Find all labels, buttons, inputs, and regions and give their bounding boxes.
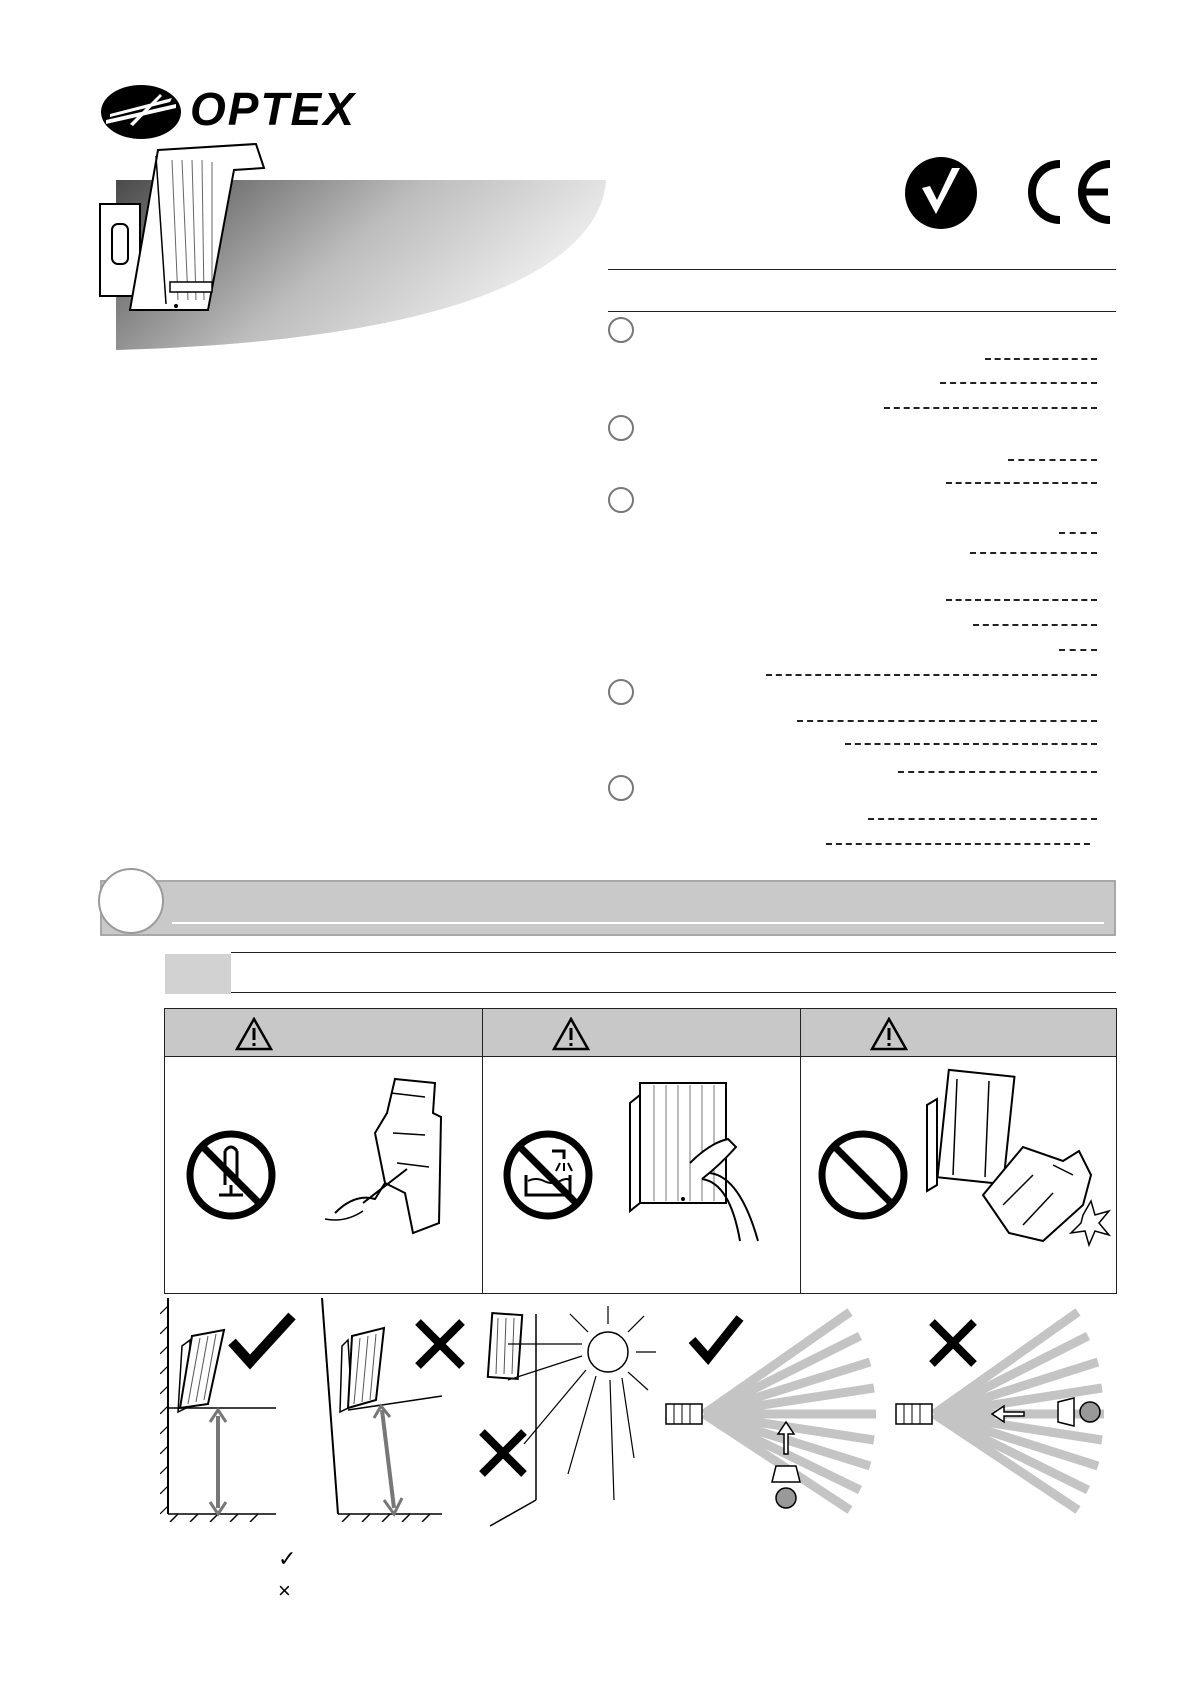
toc-leader [973,624,1097,626]
section-number-badge [98,868,164,934]
toc-leader [985,358,1097,360]
panel-divider [800,1009,801,1293]
toc-rule-bottom [608,311,1116,312]
toc-leader [868,818,1097,820]
prohibited-icon [817,1129,909,1221]
cross-mark-icon [928,1318,978,1368]
toc-leader [946,599,1097,601]
warning-header-2 [482,1009,800,1057]
toc-section-marker [608,415,634,441]
detection-incorrect-diagram [890,1306,1116,1516]
toc-leader [826,843,1090,845]
do-not-wet-icon [502,1129,594,1221]
cross-mark-icon [414,1318,466,1370]
subsection-rule-bottom [231,992,1116,993]
toc-section-marker [608,317,634,343]
banner-underline [172,922,1104,924]
toc-section-marker [608,775,634,801]
product-illustration [96,140,616,352]
toc-leader [1059,649,1097,651]
subsection-rule-top [231,952,1116,953]
sensor-water-illustration [610,1073,770,1243]
toc-section-marker [608,679,634,705]
toc-leader [898,771,1097,773]
sensor-disassembly-illustration [315,1073,465,1243]
warning-header-3 [800,1009,1116,1057]
legend-ok-mark: ✓ [278,1546,297,1571]
optex-emblem-icon [100,84,182,140]
warning-triangle-icon [870,1017,908,1051]
c-tick-mark-icon [904,156,978,230]
sensor-drop-illustration [913,1065,1113,1255]
toc-leader [1008,459,1097,461]
toc-section-marker [608,487,634,513]
toc-leader [1059,532,1097,534]
toc-leader [766,674,1097,676]
ce-mark-icon [1020,156,1116,228]
toc-leader [845,743,1097,745]
check-mark-icon [688,1312,744,1366]
toc-leader [970,552,1097,554]
toc-leader [884,407,1097,409]
do-not-disassemble-icon [185,1129,277,1221]
warning-panels [164,1008,1117,1294]
subsection-tab [165,954,231,994]
legend-ng-mark: × [278,1578,291,1603]
sunlight-diagram [478,1304,658,1528]
toc-leader [946,482,1097,484]
warning-triangle-icon [552,1017,590,1051]
toc-leader [797,720,1097,722]
check-mark-icon [228,1310,296,1372]
brand-name: OPTEX [190,83,356,135]
toc-rule-top [608,269,1116,270]
warning-header-1 [165,1009,482,1057]
panel-divider [482,1009,483,1293]
warning-triangle-icon [235,1017,273,1051]
section-banner [100,880,1116,936]
cross-mark-icon [478,1428,528,1478]
toc-leader [940,382,1097,384]
